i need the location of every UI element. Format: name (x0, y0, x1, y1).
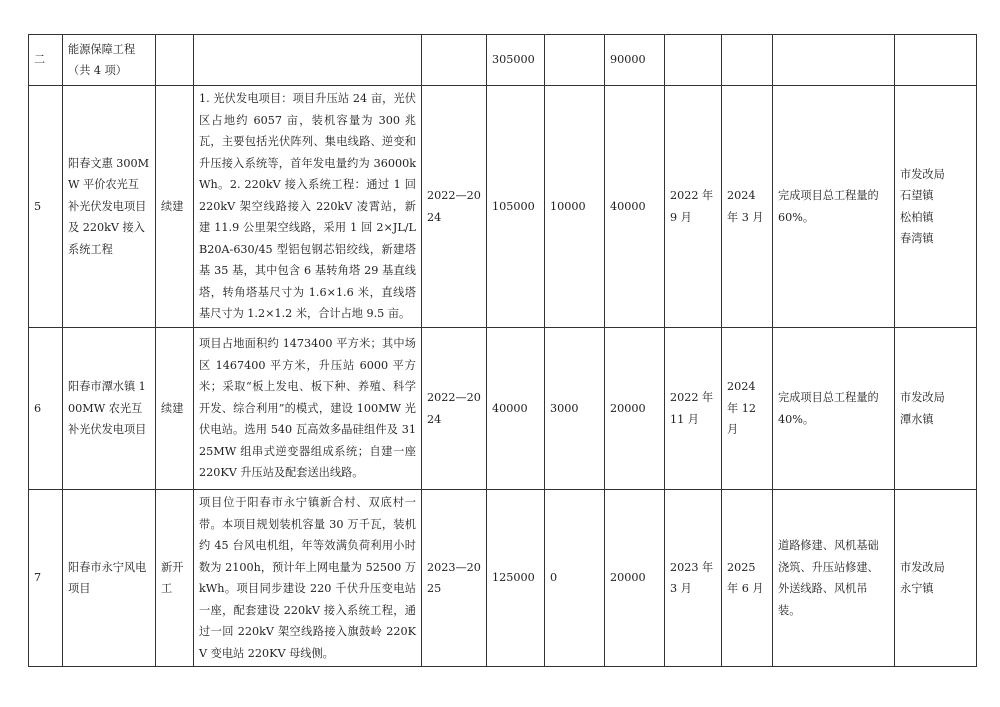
total-investment: 305000 (487, 35, 545, 86)
invested-amount: 0 (545, 490, 605, 667)
responsible-units (895, 328, 977, 490)
row-number: 5 (29, 86, 63, 328)
end-date (722, 35, 773, 86)
construction-nature: 新开工 (156, 490, 194, 667)
responsible-units (895, 86, 977, 328)
construction-content: 1. 光伏发电项目：项目升压站 24 亩，光伏区占地约 6057 亩，装机容量为 300 兆瓦，主要包括光伏阵列、集电线路、逆变和升压接入系统等，首年发电量约为 36000kWh。2. 220kV 接入系统工程：通过 1 回 220kV 架空线路接入 220kV 凌霄站，新建 11.9 公里架空线路，采用 1 回 2×JL/LB20A-630/45 型铝包钢芯铝绞线，新建塔基 35 基，其中包含 6 基转角塔 29 基直线塔，转角塔基尺寸为 1.6×1.6 米，直线塔基尺寸为 1.2×1.2 米，合计占地 9.5 亩。 (194, 86, 422, 328)
table-row (29, 490, 977, 667)
invested-amount: 10000 (545, 86, 605, 328)
table-row (29, 35, 977, 86)
unit-name: 市发改局 (900, 391, 945, 404)
total-investment: 40000 (487, 328, 545, 490)
planned-investment: 20000 (605, 328, 665, 490)
construction-content: 项目位于阳春市永宁镇新合村、双底村一带。本项目规划装机容量 30 万千瓦，装机约 45 台风电机组，年等效满负荷利用小时数为 2100h，预计年上网电量为 52500 万 kWh。项目同步建设 220 千伏升压变电站一座，配套建设 220kV 接入系统工程，通过一回 220kV 架空线路接入旗鼓岭 220KV 变电站 220KV 母线侧。 (194, 490, 422, 667)
responsible-units (895, 490, 977, 667)
unit-name: 永宁镇 (900, 582, 934, 595)
construction-nature: 续建 (156, 328, 194, 490)
row-number: 二 (29, 35, 63, 86)
unit-name: 春湾镇 (900, 232, 934, 245)
total-investment: 125000 (487, 490, 545, 667)
construction-period: 2022—2024 (422, 86, 487, 328)
progress-target: 完成项目总工程量的 40%。 (773, 328, 895, 490)
table-row (29, 328, 977, 490)
invested-amount (545, 35, 605, 86)
project-table (28, 34, 977, 667)
responsible-units (895, 35, 977, 86)
start-date: 2023 年 3 月 (665, 490, 722, 667)
progress-target: 完成项目总工程量的 60%。 (773, 86, 895, 328)
planned-investment: 90000 (605, 35, 665, 86)
construction-nature: 续建 (156, 86, 194, 328)
planned-investment: 20000 (605, 490, 665, 667)
end-date: 2024 年 3 月 (722, 86, 773, 328)
invested-amount: 3000 (545, 328, 605, 490)
row-number: 6 (29, 328, 63, 490)
progress-target: 道路修建、风机基础浇筑、升压站修建、外送线路、风机吊装。 (773, 490, 895, 667)
row-number: 7 (29, 490, 63, 667)
unit-name: 松柏镇 (900, 210, 934, 224)
project-name: 阳春市永宁风电项目 (63, 490, 156, 667)
construction-period (422, 35, 487, 86)
project-name: 阳春文惠 300MW 平价农光互补光伏发电项目及 220kV 接入系统工程 (63, 86, 156, 328)
unit-name: 石望镇 (900, 189, 934, 202)
construction-period: 2022—2024 (422, 328, 487, 490)
start-date: 2022 年 9 月 (665, 86, 722, 328)
unit-name: 市发改局 (900, 167, 945, 181)
construction-nature (156, 35, 194, 86)
progress-target (773, 35, 895, 86)
unit-name: 潭水镇 (900, 412, 934, 426)
project-name: 能源保障工程（共 4 项） (63, 35, 156, 86)
construction-content: 项目占地面积约 1473400 平方米；其中场区 1467400 平方米，升压站 6000 平方米；采取“板上发电、板下种、养殖、科学开发、综合利用”的模式，建设 100MW 光伏电站。选用 540 瓦高效多晶硅组件及 3125MW 组串式逆变器组成系统；自建一座 220KV 升压站及配套送出线路。 (194, 328, 422, 490)
construction-period: 2023—2025 (422, 490, 487, 667)
project-name: 阳春市潭水镇 100MW 农光互补光伏发电项目 (63, 328, 156, 490)
total-investment: 105000 (487, 86, 545, 328)
start-date (665, 35, 722, 86)
table-row (29, 86, 977, 328)
unit-name: 市发改局 (900, 560, 945, 574)
end-date: 2024 年 12 月 (722, 328, 773, 490)
construction-content (194, 35, 422, 86)
start-date: 2022 年 11 月 (665, 328, 722, 490)
planned-investment: 40000 (605, 86, 665, 328)
end-date: 2025 年 6 月 (722, 490, 773, 667)
